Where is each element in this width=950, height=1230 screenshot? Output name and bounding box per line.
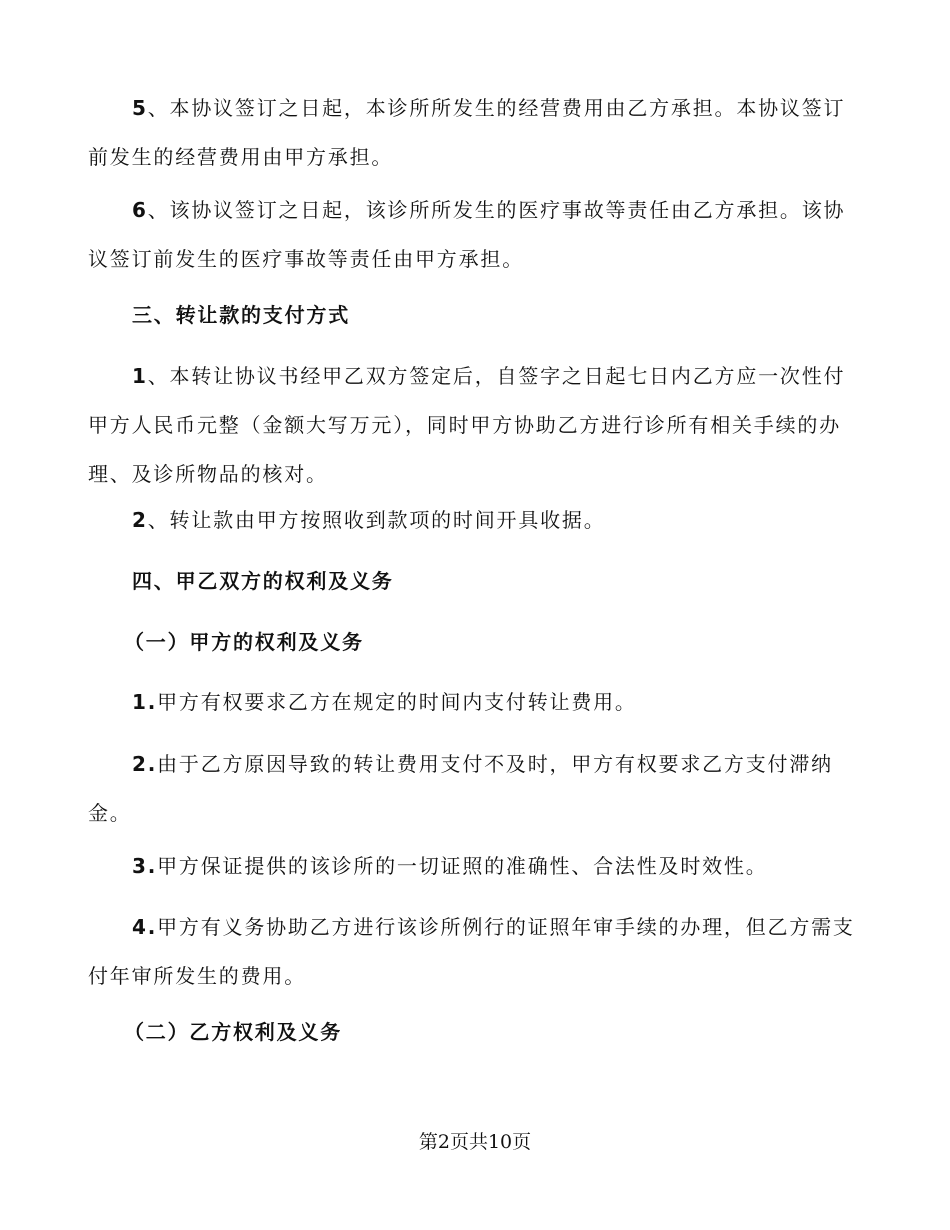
paragraph-a-2 — [88, 740, 833, 838]
paragraph-number: 1 — [132, 364, 148, 388]
paragraph-text: 甲方保证提供的该诊所的一切证照的准确性、合法性及时效性。 — [157, 854, 768, 878]
paragraph-6 — [88, 186, 863, 284]
paragraph-number: 2 — [132, 508, 148, 532]
paragraph-number: 3. — [132, 854, 158, 878]
section-heading-3: 三、转让款的支付方式 — [132, 303, 350, 327]
paragraph-3-1 — [88, 352, 863, 499]
paragraph-a-3 — [88, 842, 863, 891]
subsection-heading-party-b: （二）乙方权利及义务 — [124, 1020, 342, 1044]
page-footer: 第2页共10页 — [418, 1131, 532, 1153]
paragraph-a-4 — [88, 903, 863, 1001]
section-heading-4: 四、甲乙双方的权利及义务 — [132, 569, 394, 593]
subsection-heading-party-a: （一）甲方的权利及义务 — [124, 630, 364, 654]
paragraph-text: 、该协议签订之日起，该诊所所发生的医疗事故等责任由乙方承担。该协议签订前发生的医疗事故等责任由甲方承担。 — [88, 198, 846, 271]
paragraph-number: 1. — [132, 690, 158, 714]
paragraph-text: 甲方有义务协助乙方进行该诊所例行的证照年审手续的办理，但乙方需支付年审所发生的费用。 — [88, 915, 855, 988]
paragraph-number: 5 — [132, 96, 148, 120]
paragraph-5 — [88, 84, 863, 182]
paragraph-a-1 — [88, 678, 863, 727]
paragraph-3-2 — [88, 496, 863, 545]
paragraph-text: 由于乙方原因导致的转让费用支付不及时，甲方有权要求乙方支付滞纳金。 — [88, 752, 833, 825]
paragraph-text: 、本协议签订之日起，本诊所所发生的经营费用由乙方承担。本协议签订前发生的经营费用由甲方承担。 — [88, 96, 846, 169]
paragraph-number: 4. — [132, 915, 158, 939]
paragraph-number: 6 — [132, 198, 148, 222]
paragraph-text: 甲方有权要求乙方在规定的时间内支付转让费用。 — [157, 690, 637, 714]
paragraph-number: 2. — [132, 752, 158, 776]
paragraph-text: 、转让款由甲方按照收到款项的时间开具收据。 — [147, 508, 606, 532]
paragraph-text: 、本转让协议书经甲乙双方签定后，自签字之日起七日内乙方应一次性付甲方人民币元整（金额大写万元），同时甲方协助乙方进行诊所有相关手续的办理、及诊所物品的核对。 — [88, 364, 846, 486]
